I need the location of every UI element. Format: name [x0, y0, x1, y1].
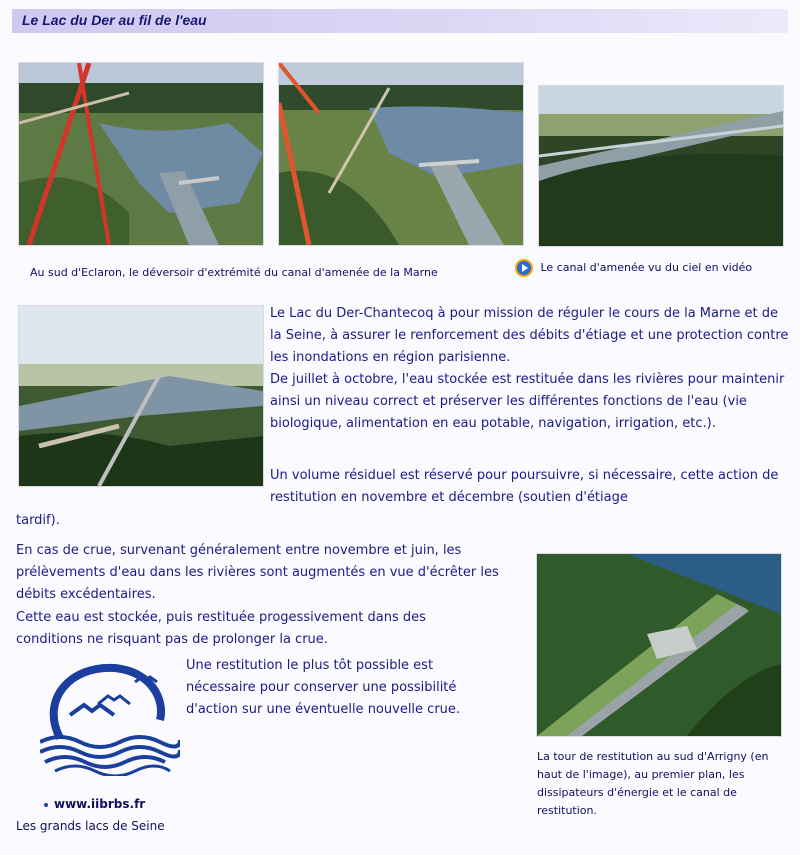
- photo-canal-aerial: [538, 85, 784, 247]
- paragraph-residual-volume: Un volume résiduel est réservé pour poursuivre, si nécessaire, cette action de restitution en novembre et décembre (soutien d'étiage: [270, 468, 779, 505]
- paragraph-summer-release: De juillet à octobre, l'eau stockée est restituée dans les rivières pour maintenir ainsi un niveau correct et préserver les différentes fonctions de l'eau (vie biologique, alimentation en eau potable, navigation, irrigation, etc.).: [270, 372, 785, 431]
- paragraph-mission: Le Lac du Der-Chantecoq à pour mission de réguler le cours de la Marne et de la Seine, à assurer le renforcement des débits d'étiage et une protection contre les inondations en région parisienne.: [270, 306, 789, 365]
- paragraph-early-release: Une restitution le plus tôt possible est nécessaire pour conserver une possibilité d'action sur une éventuelle nouvelle crue.: [186, 658, 461, 717]
- website-url: www.iibrbs.fr: [54, 797, 146, 811]
- video-link-label: Le canal d'amenée vu du ciel en vidéo: [540, 261, 753, 274]
- photo-eclaron-spillway-2: [278, 62, 524, 246]
- organization-name: Les grands lacs de Seine: [16, 819, 165, 833]
- photo-lac-overview: [18, 305, 264, 487]
- page-title: Le Lac du Der au fil de l'eau: [22, 12, 207, 28]
- paragraph-residual-volume-end: tardif).: [16, 513, 60, 528]
- website-link[interactable]: [44, 797, 145, 811]
- photo-caption-eclaron: Au sud d'Eclaron, le déversoir d'extrémité du canal d'amenée de la Marne: [30, 266, 438, 279]
- video-link[interactable]: [515, 259, 752, 277]
- birds-waves-logo: [40, 660, 180, 776]
- photo-restitution-tower: [536, 553, 782, 737]
- play-icon: [515, 259, 533, 277]
- paragraph-flood: En cas de crue, survenant généralement entre novembre et juin, les prélèvements d'eau dans les rivières sont augmentés en vue d'écrêter les débits excédentaires.: [16, 543, 499, 602]
- bullet-icon: [44, 803, 48, 807]
- photo-eclaron-spillway-1: [18, 62, 264, 246]
- page-header: [12, 9, 788, 33]
- photo-caption-restitution: La tour de restitution au sud d'Arrigny (en haut de l'image), au premier plan, les dissipateurs d'énergie et le canal de restitution.: [537, 750, 769, 817]
- paragraph-storage: Cette eau est stockée, puis restituée progessivement dans des conditions ne risquant pas de prolonger la crue.: [16, 610, 426, 647]
